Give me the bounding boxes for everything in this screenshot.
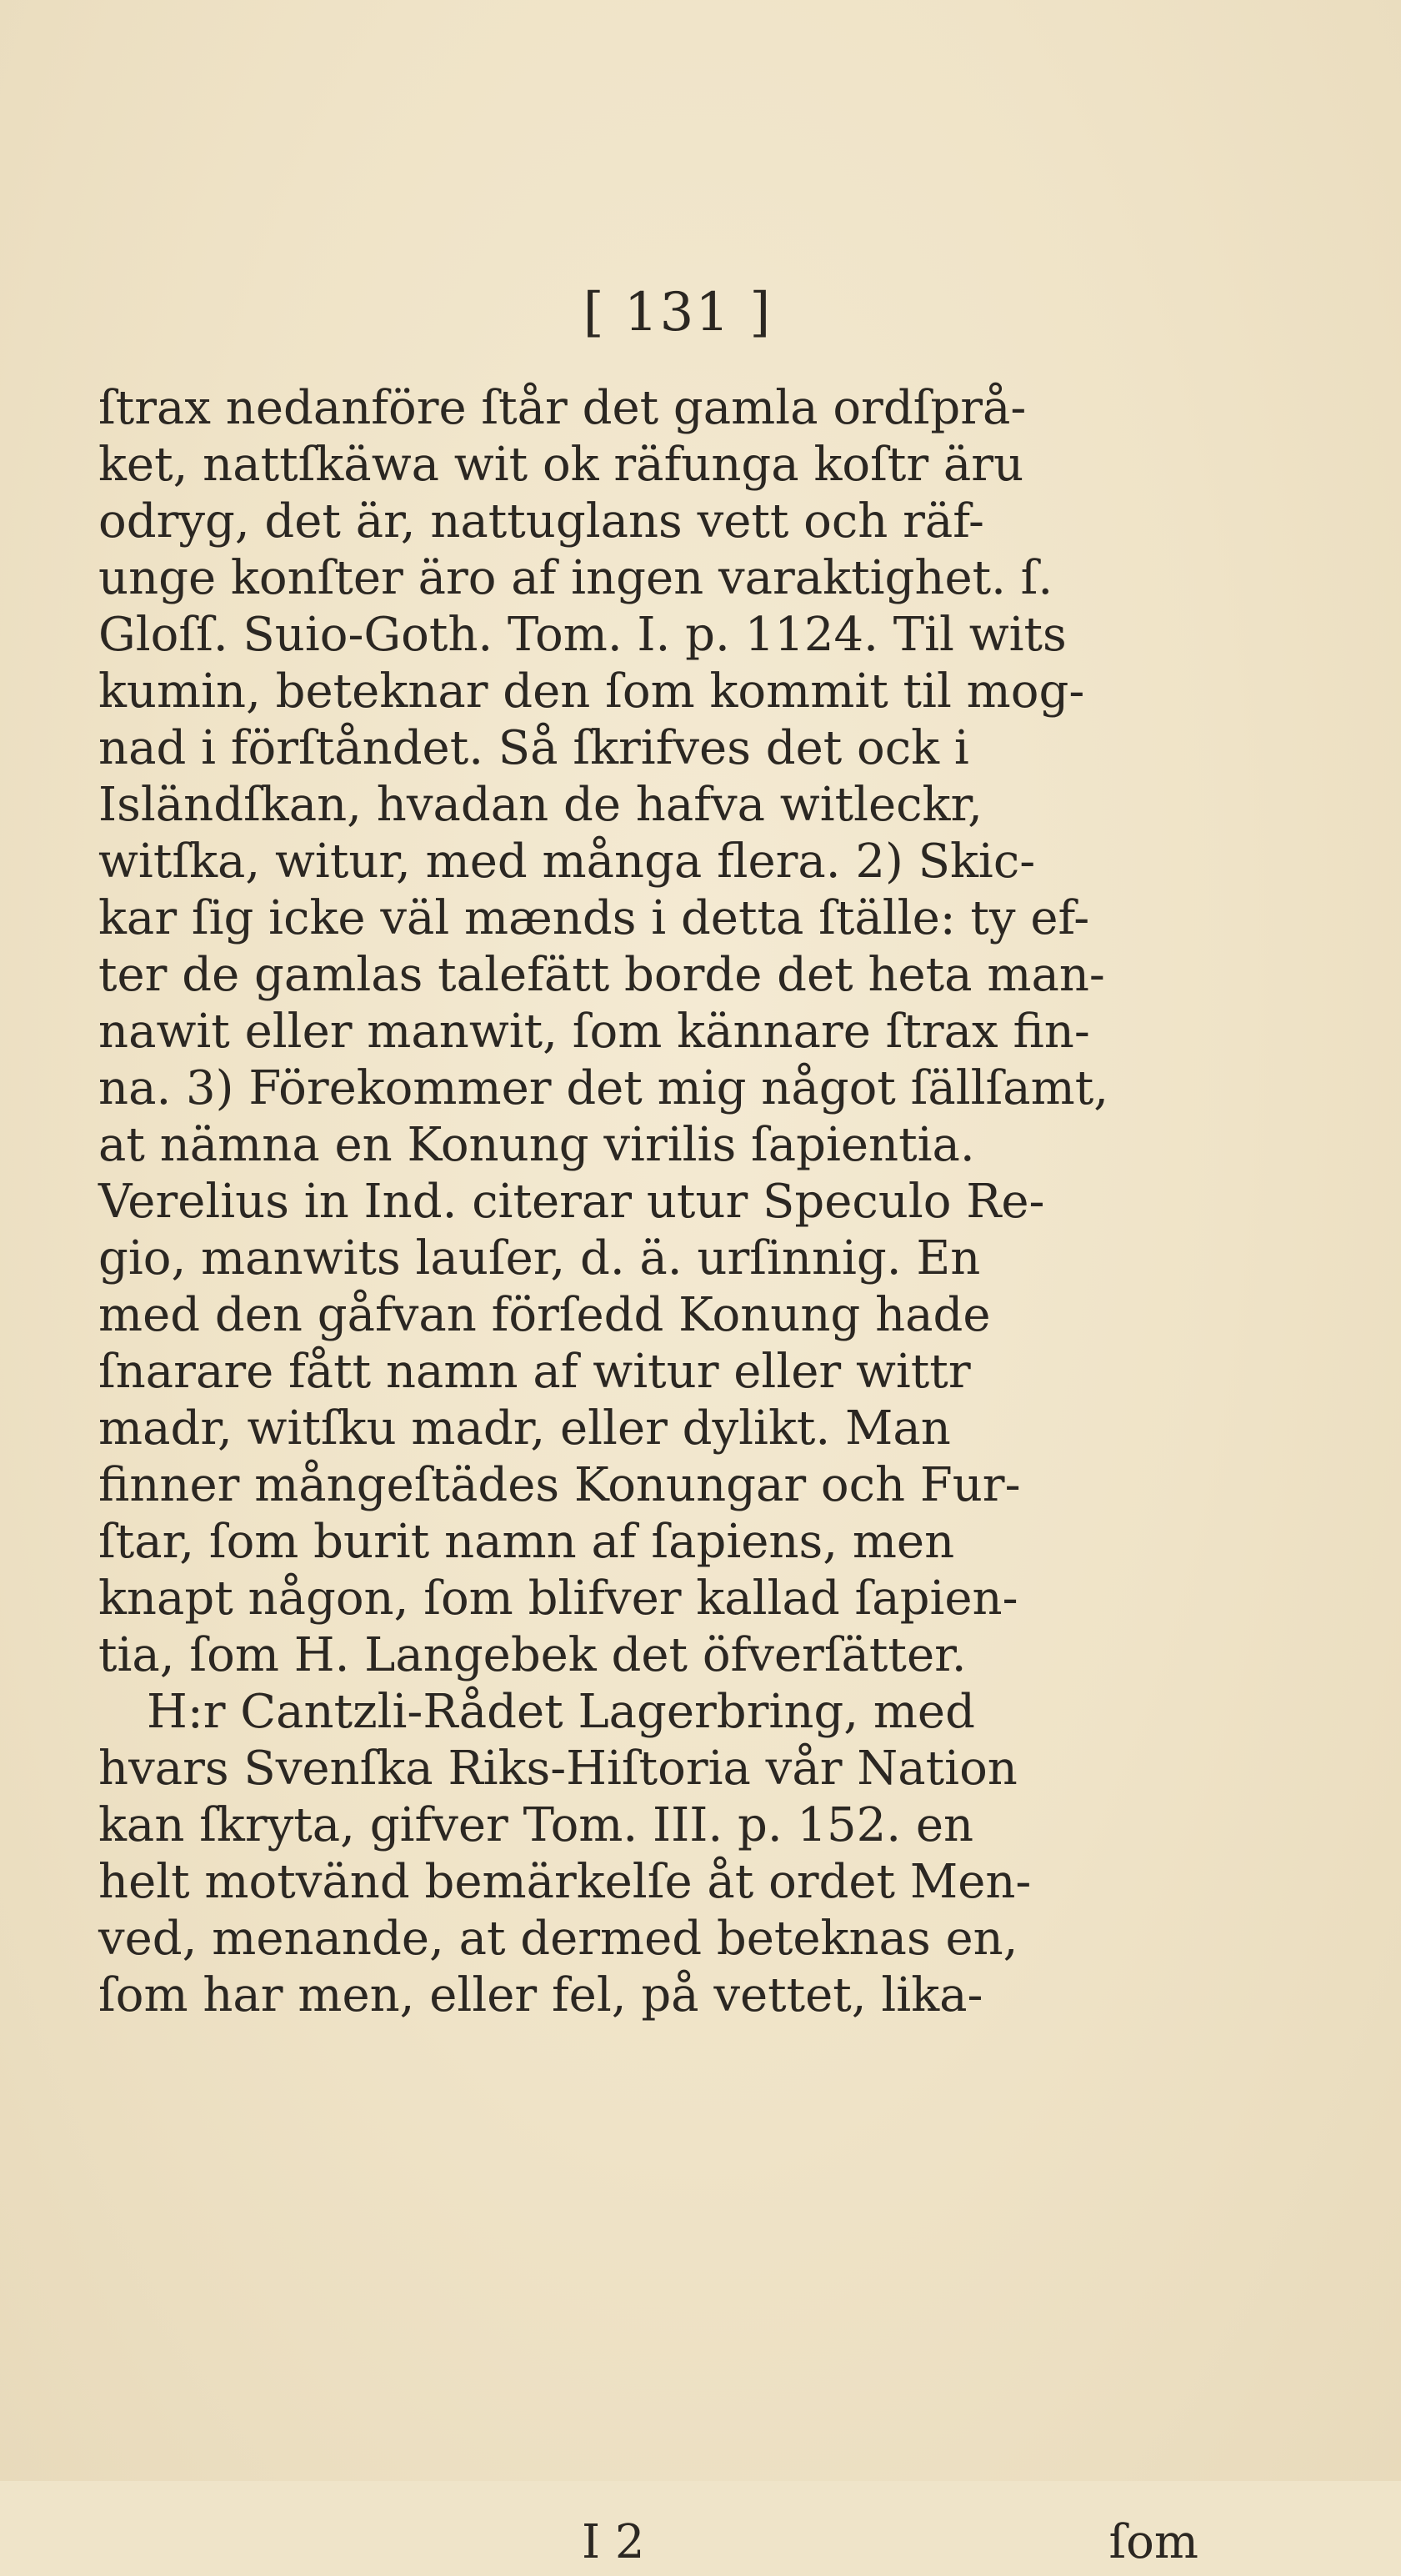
text-line: gio, manwits lauſer, d. ä. urſinnig. En [98, 1231, 981, 1285]
text-line: Verelius in Ind. citerar utur Speculo Re- [98, 1175, 1045, 1229]
text-line: ſom har men, eller fel, på vettet, lika- [98, 1968, 983, 2022]
text-line: hvars Svenſka Riks-Hiſtoria vår Nation [98, 1742, 1018, 1796]
text-line: ſnarare fått namn af witur eller wittr [98, 1345, 971, 1399]
text-line: na. 3) Förekommer det mig något ſällſamt, [98, 1061, 1109, 1115]
text-line: ſtrax nedanföre ſtår det gamla ordſprå- [98, 381, 1027, 435]
text-line: knapt någon, ſom blifver kallad ſapien- [98, 1571, 1018, 1626]
text-line: kan ſkryta, gifver Tom. III. p. 152. en [98, 1798, 974, 1852]
text-line: Gloſſ. Suio-Goth. Tom. I. p. 1124. Til wits [98, 608, 1067, 662]
text-line: ter de gamlas talefätt borde det heta man- [98, 948, 1105, 1002]
text-line: madr, witſku madr, eller dylikt. Man [98, 1401, 951, 1456]
text-line: nawit eller manwit, ſom kännare ſtrax fin- [98, 1005, 1090, 1059]
text-line: finner mångeſtädes Konungar och Fur- [98, 1458, 1021, 1512]
text-line: med den gåfvan förſedd Konung hade [98, 1288, 991, 1342]
text-line: witſka, witur, med många flera. 2) Skic- [98, 834, 1036, 889]
text-line: at nämna en Konung virilis ſapientia. [98, 1118, 975, 1172]
text-line: ſtar, ſom burit namn af ſapiens, men [98, 1515, 955, 1569]
text-line: helt motvänd bemärkelſe åt ordet Men- [98, 1855, 1032, 1909]
text-line: kumin, beteknar den ſom kommit til mog- [98, 664, 1085, 719]
text-line: tia, ſom H. Langebek det öfverſätter. [98, 1628, 967, 1682]
page-number-header: [ 131 ] [583, 282, 773, 343]
text-line: odryg, det är, nattuglans vett och räf- [98, 494, 984, 549]
text-block [98, 267, 1198, 2569]
text-line: unge konſter äro af ingen varaktighet. ſ. [98, 551, 1053, 605]
catchword: ſom [1108, 2515, 1198, 2569]
text-line: ved, menande, at dermed beteknas en, [98, 1912, 1018, 1966]
text-line: kar ſig icke väl mænds i detta ſtälle: ty ef- [98, 891, 1090, 945]
signature-mark: I 2 [582, 2515, 645, 2569]
text-line: Isländſkan, hvadan de hafva witleckr, [98, 778, 983, 832]
text-line: nad i förſtåndet. Så ſkrifves det ock i [98, 721, 969, 775]
text-line: ket, nattſkäwa wit ok räfunga koſtr äru [98, 438, 1024, 492]
text-line: H:r Cantzli-Rådet Lagerbring, med [147, 1685, 975, 1739]
